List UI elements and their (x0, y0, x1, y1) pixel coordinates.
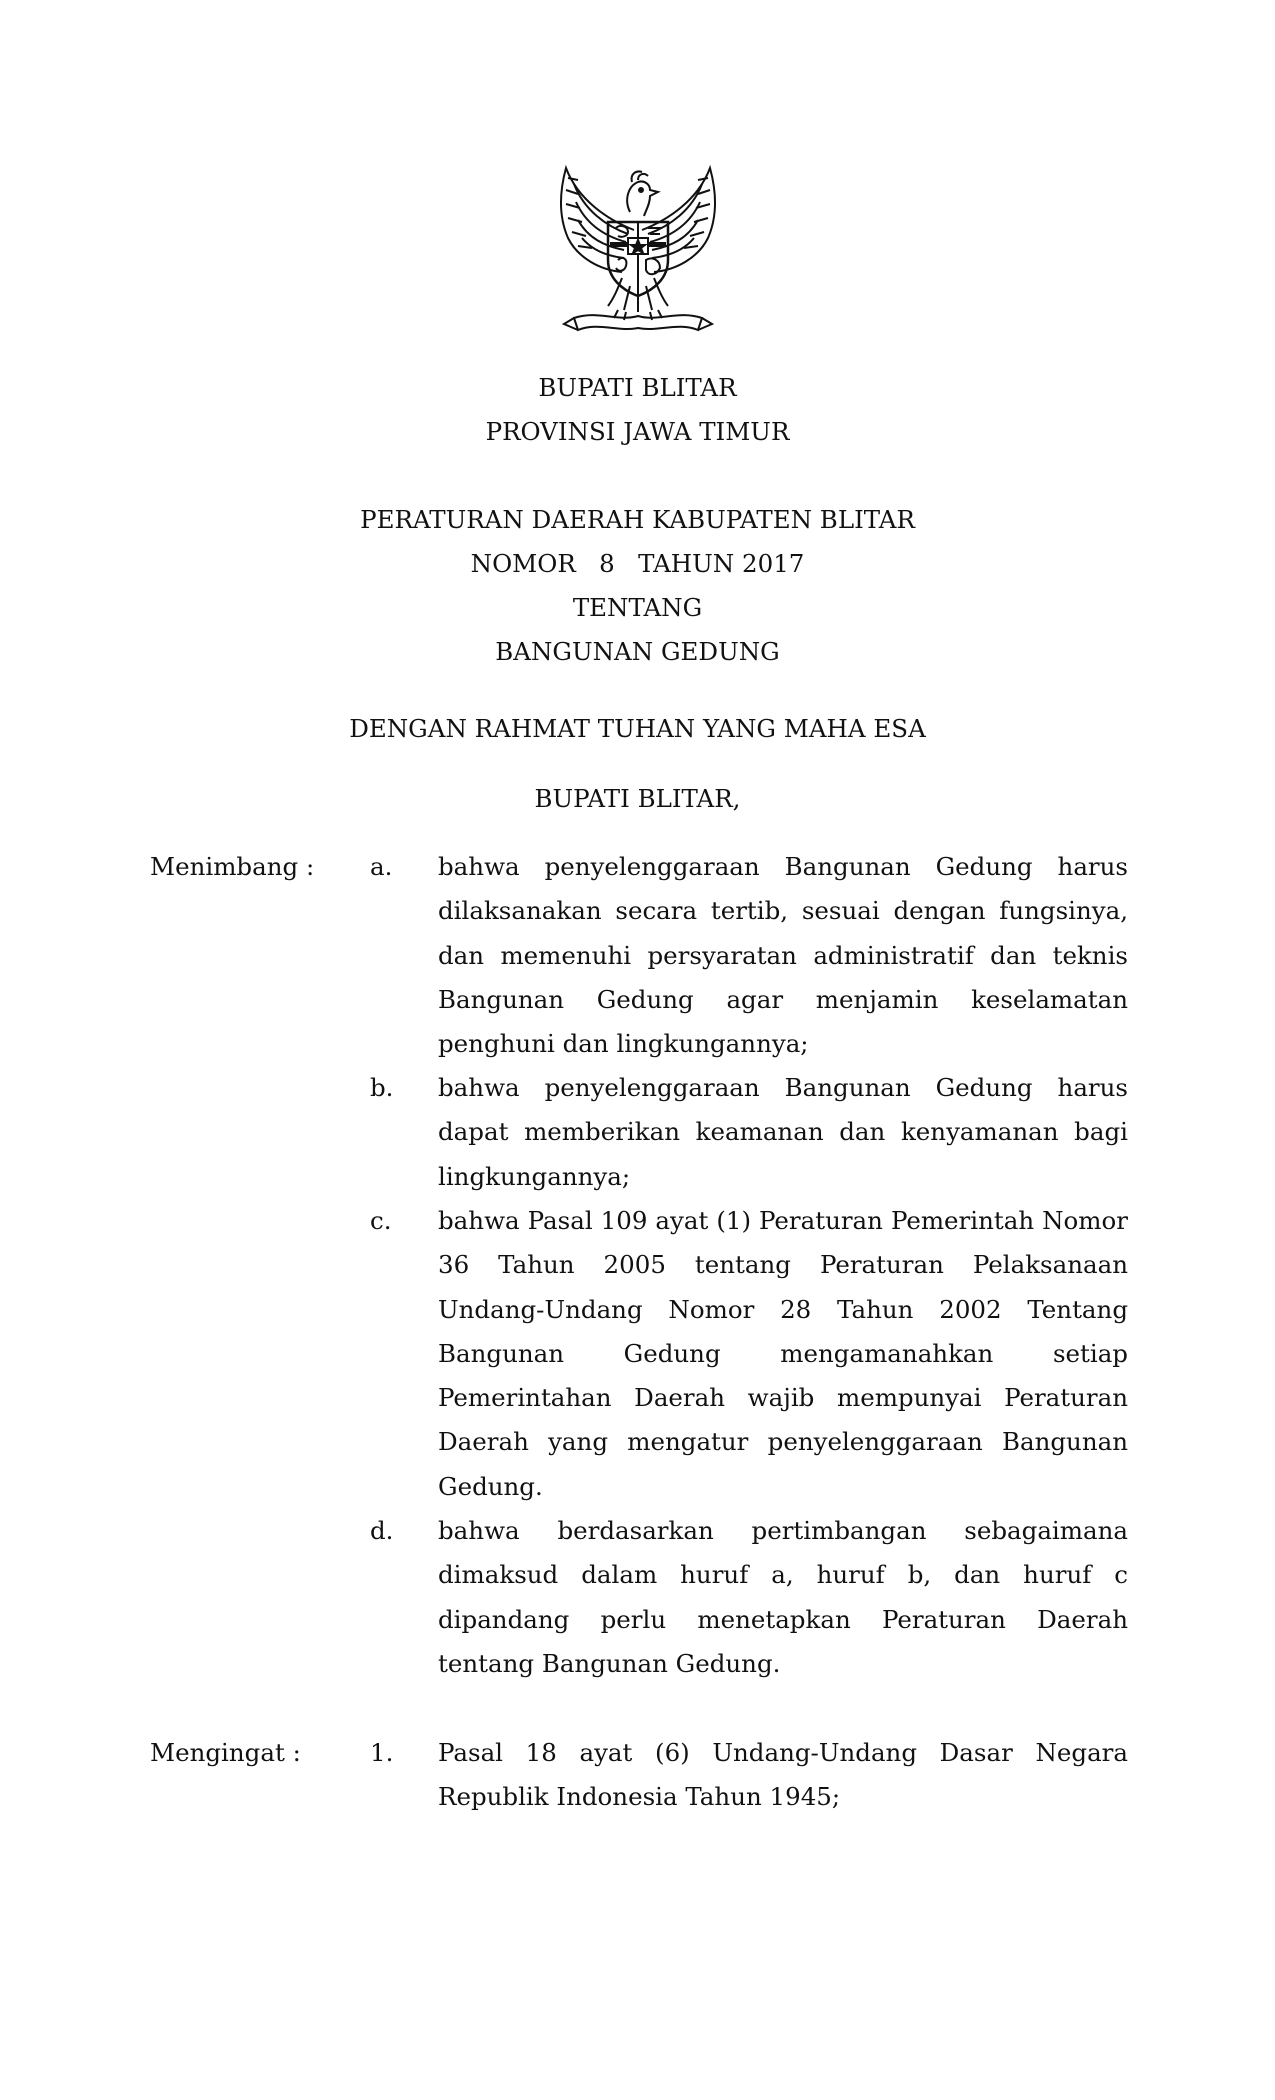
text-line: bahwa berdasarkan pertimbangan sebagaimana (438, 1516, 1128, 1545)
text-line: dilaksanakan secara tertib, sesuai dengan fungsinya, (438, 896, 1128, 926)
text-line: tentang Bangunan Gedung. (438, 1648, 781, 1678)
text-line: bahwa penyelenggaraan Bangunan Gedung harus (438, 852, 1128, 881)
text-line: bahwa Pasal 109 ayat (1) Peraturan Pemerintah Nomor (438, 1206, 1128, 1235)
text-line: Undang-Undang Nomor 28 Tahun 2002 Tentang (438, 1294, 1128, 1324)
menimbang-label: Menimbang : (150, 852, 315, 881)
text-line: Daerah yang mengatur penyelenggaraan Bangunan (438, 1427, 1128, 1457)
text-line: penghuni dan lingkungannya; (438, 1029, 809, 1059)
menimbang-item-c (438, 1199, 1128, 1509)
text-line: Bangunan Gedung agar menjamin keselamatan (438, 984, 1128, 1014)
regulation-subject: BANGUNAN GEDUNG (495, 637, 780, 666)
menimbang-item-a (438, 845, 1128, 1066)
regent-title: BUPATI BLITAR (538, 373, 737, 402)
item-marker: 1. (370, 1738, 394, 1767)
menimbang-item-d (438, 1509, 1128, 1686)
text-line: dapat memberikan keamanan dan kenyamanan bagi (438, 1117, 1128, 1147)
text-line: Pasal 18 ayat (6) Undang-Undang Dasar Negara (438, 1738, 1128, 1767)
text-line: dimaksud dalam huruf a, huruf b, dan huruf c (438, 1560, 1128, 1590)
text-line: dipandang perlu menetapkan Peraturan Daerah (438, 1604, 1128, 1634)
mengingat-label: Mengingat : (150, 1738, 301, 1767)
text-line: Gedung. (438, 1471, 543, 1501)
text-line: Republik Indonesia Tahun 1945; (438, 1782, 841, 1812)
regulation-about: TENTANG (572, 593, 703, 622)
text-line: Bangunan Gedung mengamanahkan setiap (438, 1338, 1128, 1368)
text-line: dan memenuhi persyaratan administratif dan teknis (438, 940, 1128, 970)
text-line: 36 Tahun 2005 tentang Peraturan Pelaksanaan (438, 1250, 1128, 1280)
text-line: lingkungannya; (438, 1161, 631, 1191)
preamble-invocation: DENGAN RAHMAT TUHAN YANG MAHA ESA (349, 714, 926, 743)
preamble-regent: BUPATI BLITAR, (534, 784, 741, 813)
text-line: bahwa penyelenggaraan Bangunan Gedung harus (438, 1073, 1128, 1102)
item-marker: b. (370, 1073, 394, 1102)
regulation-title: PERATURAN DAERAH KABUPATEN BLITAR (360, 505, 915, 534)
regulation-number: NOMOR 8 TAHUN 2017 (470, 549, 805, 578)
text-line: Pemerintahan Daerah wajib mempunyai Peraturan (438, 1383, 1128, 1413)
mengingat-item-1 (438, 1731, 1128, 1820)
item-marker: d. (370, 1516, 394, 1545)
item-marker: c. (370, 1206, 392, 1235)
item-marker: a. (370, 852, 393, 881)
menimbang-item-b (438, 1066, 1128, 1199)
garuda-emblem-icon (538, 160, 738, 338)
province-title: PROVINSI JAWA TIMUR (485, 417, 790, 446)
